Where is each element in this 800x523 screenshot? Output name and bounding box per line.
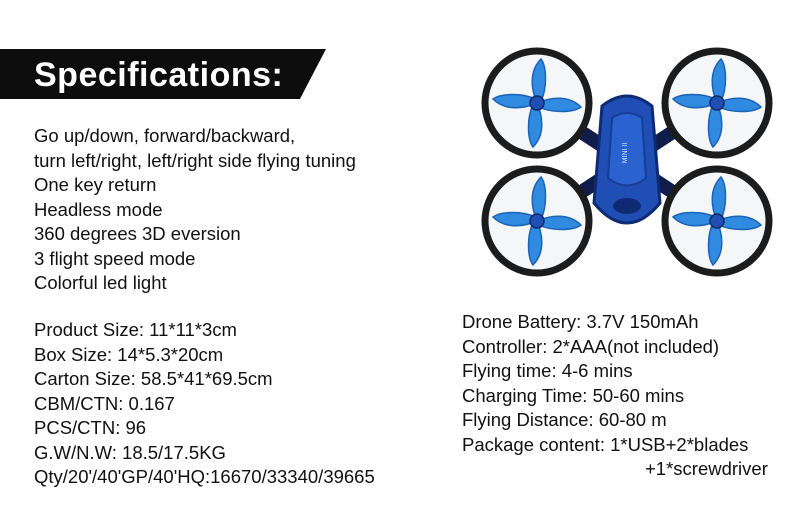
propeller-rear-left — [485, 169, 589, 273]
feature-item: turn left/right, left/right side flying tuning — [34, 149, 356, 171]
spec-item: Flying time: 4-6 mins — [462, 360, 633, 381]
spec-item: Flying Distance: 60-80 m — [462, 409, 667, 430]
specifications-title: Specifications: — [34, 56, 284, 94]
drone-body-label: MINI II — [622, 142, 629, 164]
features-list — [34, 124, 356, 296]
spec-item: CBM/CTN: 0.167 — [34, 392, 175, 414]
spec-item: G.W/N.W: 18.5/17.5KG — [34, 441, 226, 463]
feature-item: Colorful led light — [34, 272, 167, 293]
spec-item: Qty/20'/40'GP/40'HQ:16670/33340/39665 — [34, 466, 375, 487]
spec-item: Carton Size: 58.5*41*69.5cm — [34, 368, 273, 389]
spec-item: Box Size: 14*5.3*20cm — [34, 343, 224, 365]
spec-item: Package content: 1*USB+2*blades — [462, 433, 749, 455]
spec-item-continued: +1*screwdriver — [645, 458, 768, 479]
propeller-rear-right — [665, 169, 769, 273]
propeller-front-left — [485, 51, 589, 155]
specs-list-left — [34, 318, 375, 490]
spec-item: Drone Battery: 3.7V 150mAh — [462, 311, 699, 332]
spec-item: Controller: 2*AAA(not included) — [462, 335, 720, 357]
drone-body — [594, 96, 660, 223]
specs-list-right — [462, 310, 768, 482]
feature-item: 3 flight speed mode — [34, 247, 196, 269]
feature-item: Headless mode — [34, 198, 163, 220]
drone-product-image — [462, 28, 792, 296]
feature-item: Go up/down, forward/backward, — [34, 125, 296, 146]
feature-item: One key return — [34, 174, 157, 195]
spec-item: Charging Time: 50-60 mins — [462, 384, 685, 406]
propeller-front-right — [665, 51, 769, 155]
spec-item: PCS/CTN: 96 — [34, 417, 147, 438]
spec-item: Product Size: 11*11*3cm — [34, 319, 237, 340]
feature-item: 360 degrees 3D eversion — [34, 223, 241, 244]
